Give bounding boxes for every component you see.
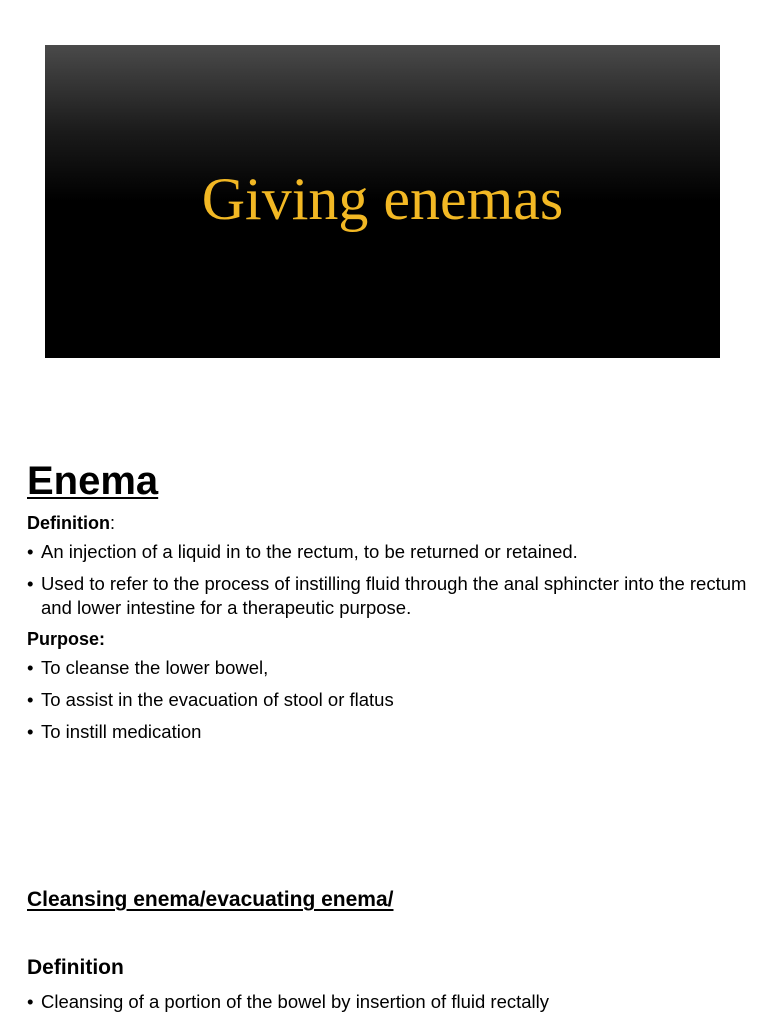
definition-colon: : <box>110 513 116 533</box>
title-slide <box>45 45 720 358</box>
list-item: • Used to refer to the process of instilling fluid through the anal sphincter into the rectum and lower intestine for a therapeutic purpose. <box>27 572 747 620</box>
definition-list <box>27 540 747 620</box>
list-item: • To instill medication <box>27 720 747 744</box>
slide-title: Giving enemas <box>201 166 564 232</box>
cleansing-definition-list <box>27 990 747 1022</box>
definition-label <box>27 512 747 534</box>
purpose-label <box>27 628 747 650</box>
definition-label-text: Definition <box>27 513 110 533</box>
cleansing-definition-label: Definition <box>27 956 124 979</box>
list-item: • To cleanse the lower bowel, <box>27 656 747 680</box>
list-item: • To assist in the evacuation of stool or flatus <box>27 688 747 712</box>
purpose-label-text: Purpose: <box>27 629 106 649</box>
enema-section <box>27 455 747 752</box>
section-heading: Enema <box>27 459 159 503</box>
purpose-list <box>27 656 747 744</box>
list-item: • An injection of a liquid in to the rectum, to be returned or retained. <box>27 540 747 564</box>
cleansing-heading: Cleansing enema/evacuating enema/ <box>27 888 394 911</box>
list-item: • Cleansing of a portion of the bowel by insertion of fluid rectally <box>27 990 747 1014</box>
